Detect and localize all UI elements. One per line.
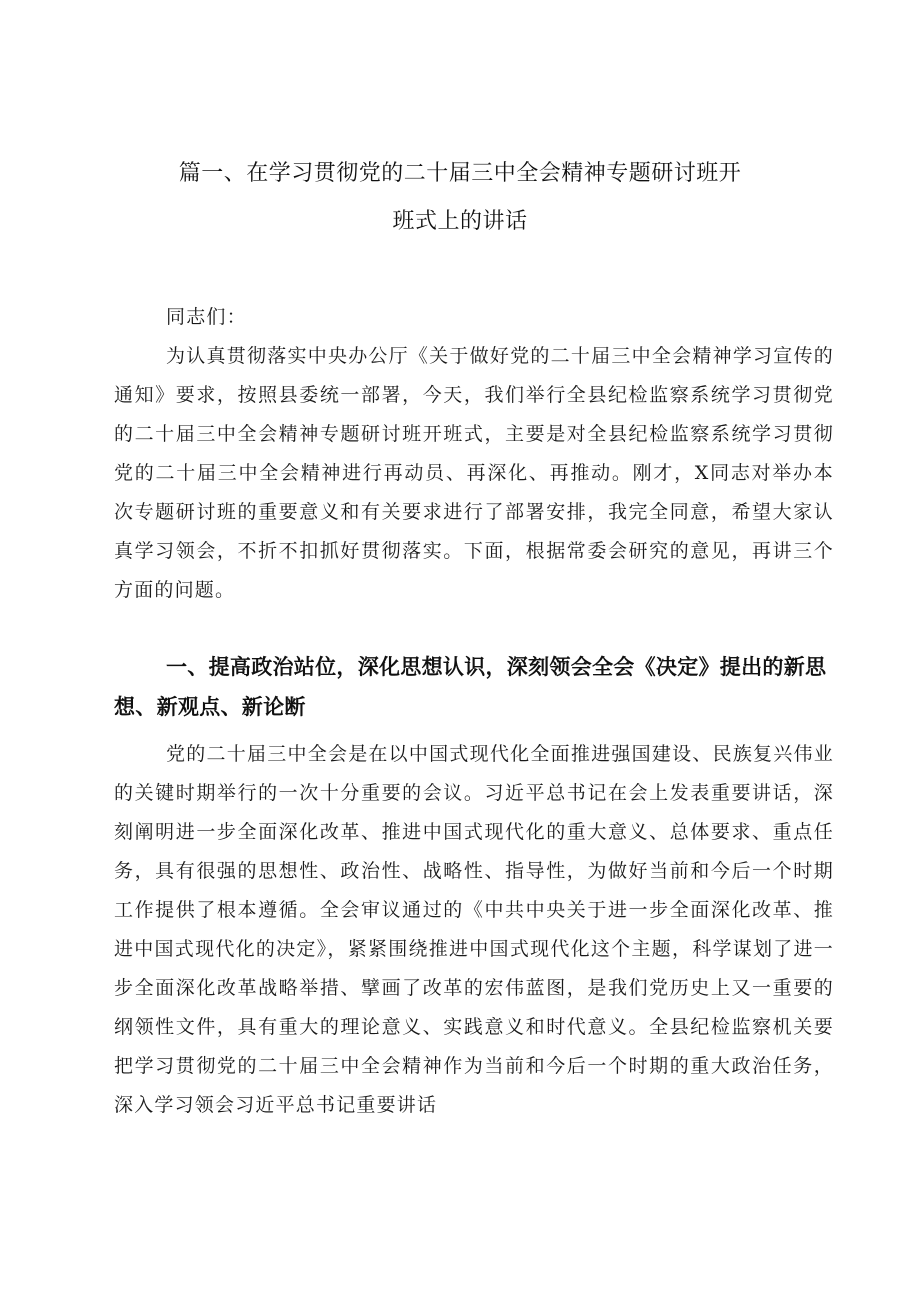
greeting: 同志们： — [166, 306, 247, 328]
document-title-line-2: 班式上的讲话 — [392, 209, 528, 234]
document-title-line-1: 篇一、在学习贯彻党的二十届三中全会精神专题研讨班开 — [178, 161, 742, 186]
paragraph-section-1: 党的二十届三中全会是在以中国式现代化全面推进强国建设、民族复兴伟业的关键时期举行的一次十分重要的会议。习近平总书记在会上发表重要讲话，深刻阐明进一步全面深化改革、推进中国式现代化的重大意义、总体要求、重点任务，具有很强的思想性、政治性、战略性、指导性，为做好当前和今后一个时期工作提供了根本遵循。全会审议通过的《中共中央关于进一步全面深化改革、推进中国式现代化的决定》，紧紧围绕推进中国式现代化这个主题，科学谋划了进一步全面深化改革战略举措、擘画了改革的宏伟蓝图，是我们党历史上又一重要的纲领性文件，具有重大的理论意义、实践意义和时代意义。全县纪检监察机关要把学习贯彻党的二十届三中全会精神作为当前和今后一个时期的重大政治任务，深入学习领会习近平总书记重要讲话 — [114, 743, 834, 1116]
paragraph-intro: 为认真贯彻落实中央办公厅《关于做好党的二十届三中全会精神学习宣传的通知》要求，按照县委统一部署，今天，我们举行全县纪检监察系统学习贯彻党的二十届三中全会精神专题研讨班开班式，主要是对全县纪检监察系统学习贯彻党的二十届三中全会精神进行再动员、再深化、再推动。刚才，X同志对举办本次专题研讨班的重要意义和有关要求进行了部署安排，我完全同意，希望大家认真学习领会，不折不扣抓好贯彻落实。下面，根据常委会研究的意见，再讲三个方面的问题。 — [114, 345, 834, 601]
section-heading-1: 一、提高政治站位，深化思想认识，深刻领会全会《决定》提出的新思想、新观点、新论断 — [114, 655, 827, 719]
